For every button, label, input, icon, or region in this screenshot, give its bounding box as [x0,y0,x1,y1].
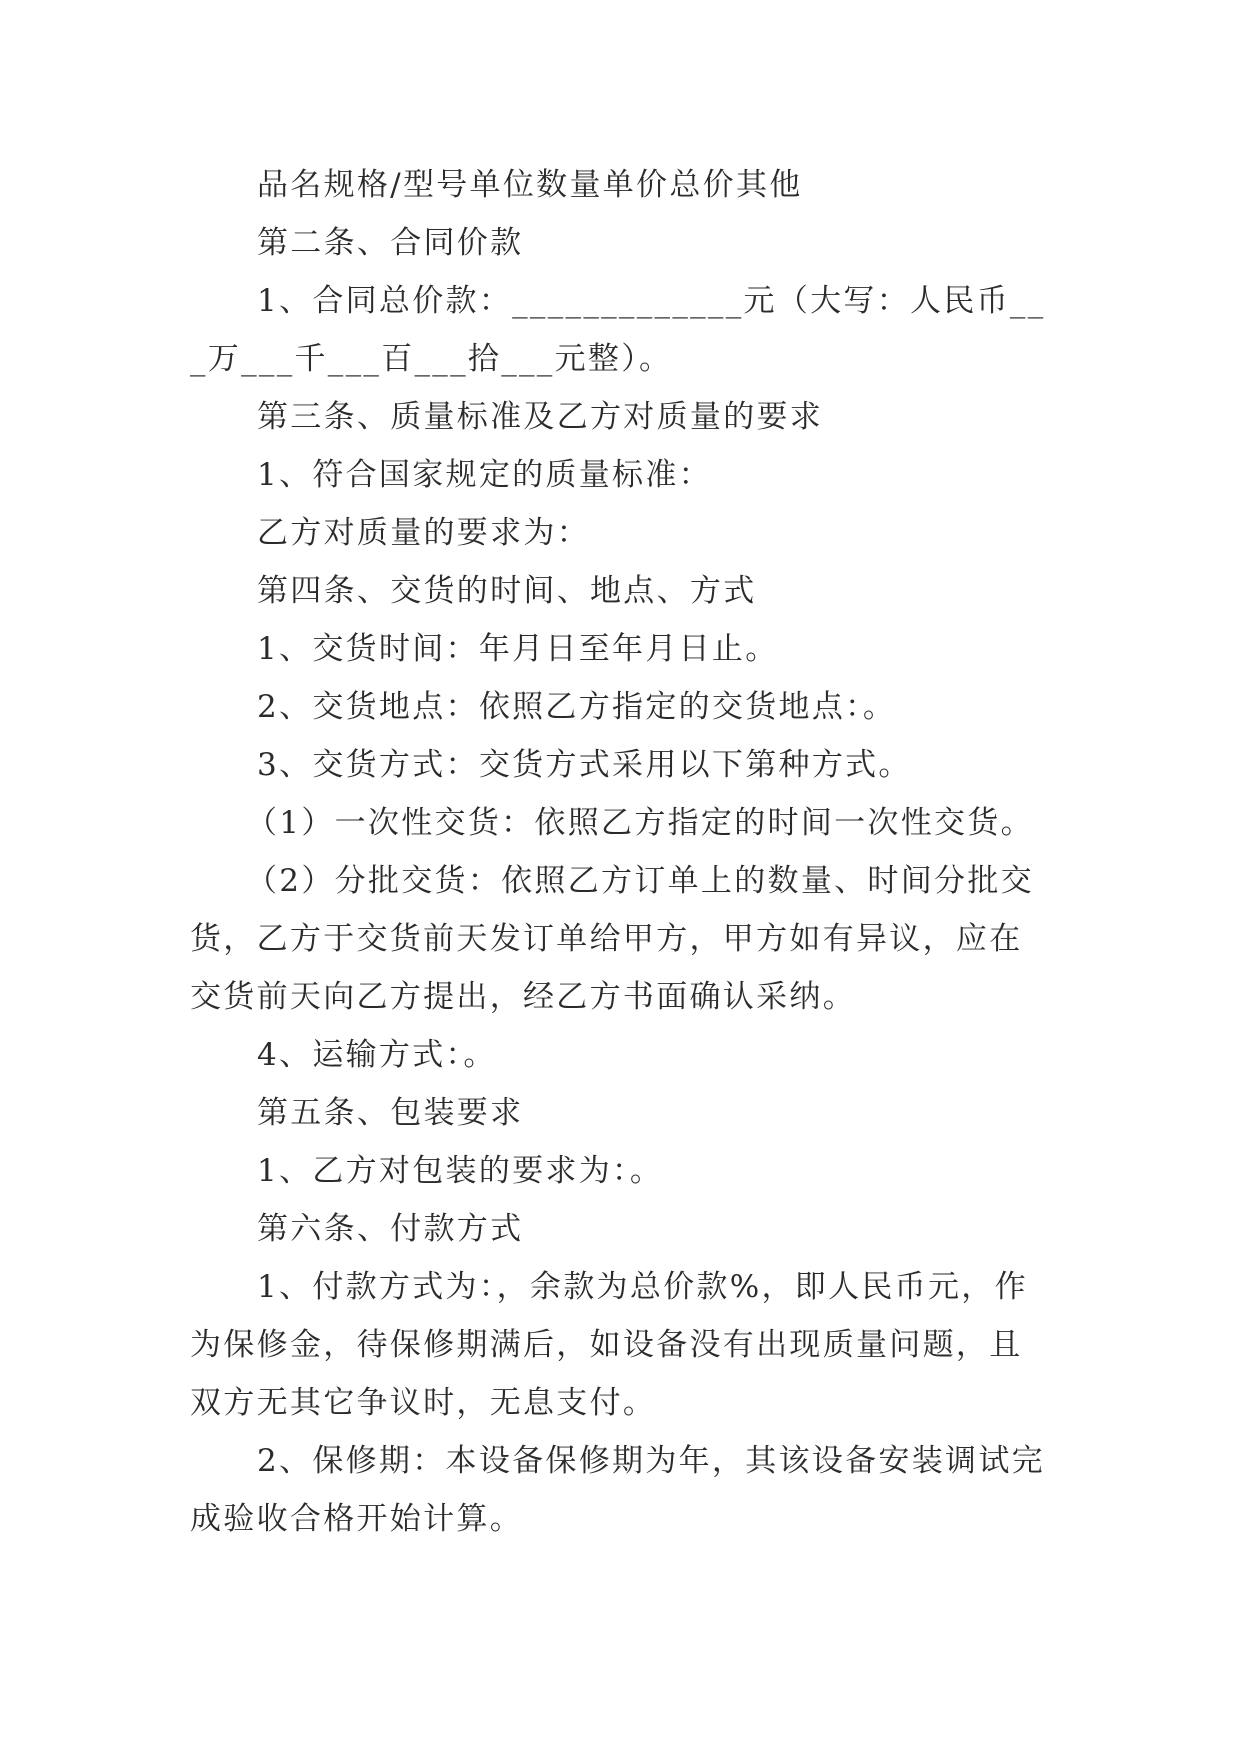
paragraph-article-5-heading: 第五条、包装要求 [257,1095,524,1131]
paragraph-article-6-heading: 第六条、付款方式 [257,1211,524,1247]
paragraph-warranty-period: 2、保修期：本设备保修期为年，其该设备安装调试完成验收合格开始计算。 [190,1443,1045,1537]
document-body [190,156,1055,1548]
paragraph-quality-requirement: 乙方对质量的要求为： [257,515,590,551]
paragraph-single-delivery: （1）一次性交货：依照乙方指定的时间一次性交货。 [246,805,1034,841]
paragraph-delivery-method: 3、交货方式：交货方式采用以下第种方式。 [257,747,912,783]
paragraph-article-4-heading: 第四条、交货的时间、地点、方式 [257,573,757,609]
paragraph-table-header: 品名规格/型号单位数量单价总价其他 [257,167,803,203]
paragraph-packaging-requirement: 1、乙方对包装的要求为：。 [257,1153,664,1189]
paragraph-article-3-heading: 第三条、质量标准及乙方对质量的要求 [257,399,824,435]
paragraph-total-price: 1、合同总价款：_____________元（大写：人民币___万___千___百___拾___元整）。 [190,283,1046,377]
paragraph-article-2-heading: 第二条、合同价款 [257,225,524,261]
paragraph-payment-method: 1、付款方式为：，余款为总价款%，即人民币元，作为保修金，待保修期满后，如设备没有出现质量问题，且双方无其它争议时，无息支付。 [190,1269,1028,1421]
paragraph-transport-method: 4、运输方式：。 [257,1037,497,1073]
paragraph-delivery-place: 2、交货地点：依照乙方指定的交货地点：。 [257,689,897,725]
paragraph-delivery-time: 1、交货时间：年月日至年月日止。 [257,631,779,667]
paragraph-quality-standard: 1、符合国家规定的质量标准： [257,457,712,493]
paragraph-batch-delivery: （2）分批交货：依照乙方订单上的数量、时间分批交货，乙方于交货前天发订单给甲方，甲方如有异议，应在交货前天向乙方提出，经乙方书面确认采纳。 [190,863,1034,1015]
